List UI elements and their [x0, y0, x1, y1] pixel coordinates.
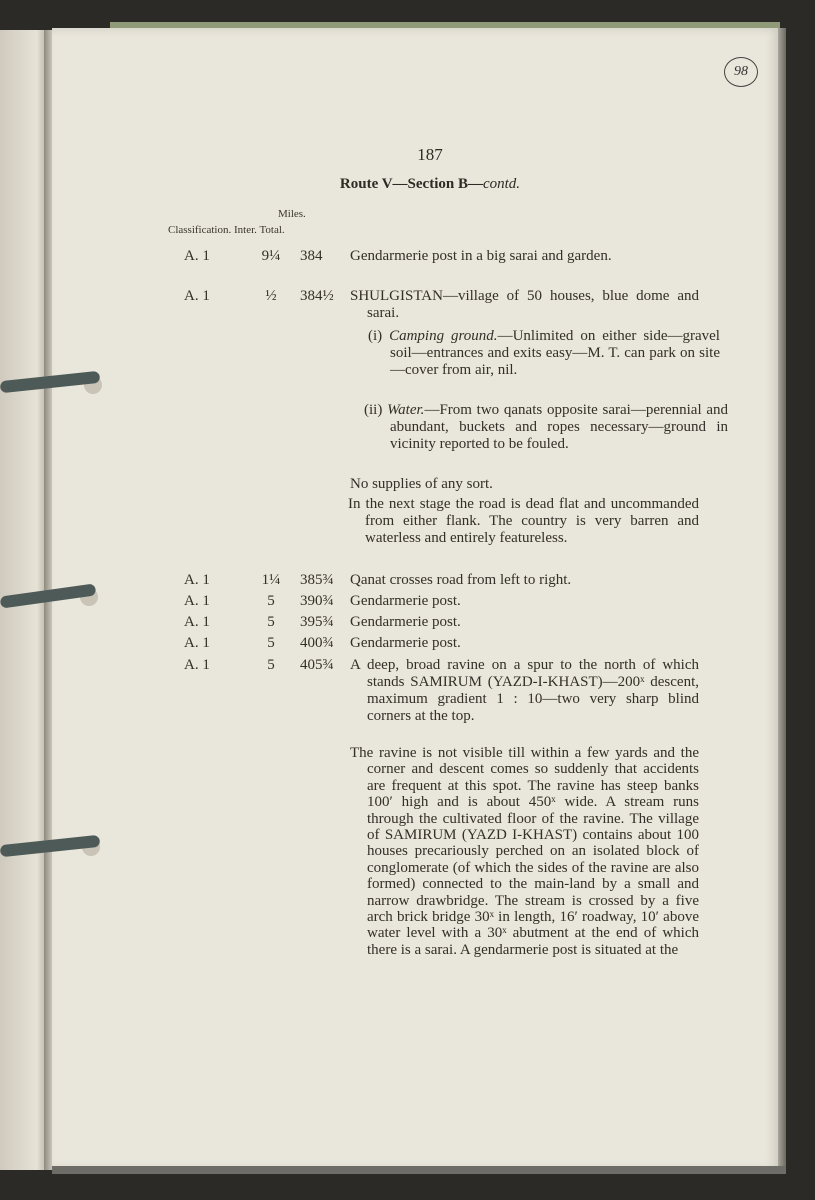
row-inter: 5 [267, 657, 275, 673]
row-inter: ½ [265, 288, 277, 304]
row-total: 384 [300, 248, 323, 264]
row-total: 400¾ [300, 635, 334, 651]
column-header-miles: Miles. [278, 208, 306, 220]
row-classification: A. 1 [184, 614, 210, 630]
entry-text: A deep, broad ravine on a spur to the north of which stands SAMIRUM (YAZD-I-KHAST)—200ˣ descent, maximum gradient 1 : 10—two very sharp blind corners at the top. [350, 657, 699, 724]
entry-text: Gendarmerie post in a big sarai and garden. [350, 248, 612, 264]
row-total: 390¾ [300, 593, 334, 609]
entry-text: Gendarmerie post. [350, 593, 461, 609]
bottom-edge [52, 1166, 786, 1174]
row-classification: A. 1 [184, 248, 210, 264]
camping-ground: (i) Camping ground.—Unlimited on either side—gravel soil—entrances and exits easy—M. T. can park on site—cover from air, nil. [368, 328, 720, 378]
entry-text: Gendarmerie post. [350, 614, 461, 630]
ravine-description: The ravine is not visible till within a few yards and the corner and descent comes so suddenly that accidents are frequent at this spot. The ravine has steep banks 100′ high and is about 450ˣ wide. A stream runs through the cultivated floor of the ravine. The village of SAMIRUM (YAZD I-KHAST) contains about 100 houses precariously perched on an isolated block of conglomerate (of which the sides of the ravine are also formed) connected to the main-land by a small and narrow drawbridge. The stream is crossed by a five arch brick bridge 30ˣ in length, 16′ roadway, 10′ above water level with a 30ˣ abutment at the end of which there is a sarai. A gendarmerie post is situated at the [350, 745, 699, 958]
row-total: 395¾ [300, 614, 334, 630]
entry-text: Gendarmerie post. [350, 635, 461, 651]
entry-text: Qanat crosses road from left to right. [350, 572, 572, 588]
next-stage-note: In the next stage the road is dead flat and uncommanded from either flank. The country is very barren and waterless and entirely featureless. [348, 496, 699, 546]
row-classification: A. 1 [184, 635, 210, 651]
row-inter: 5 [267, 635, 275, 651]
row-inter: 1¼ [261, 572, 281, 588]
row-inter: 5 [267, 593, 275, 609]
cover-edge [778, 28, 786, 1173]
row-total: 385¾ [300, 572, 334, 588]
row-classification: A. 1 [184, 288, 210, 304]
column-headers: Classification. Inter. Total. [168, 224, 285, 236]
entry-text: SHULGISTAN—village of 50 houses, blue dome and sarai. [350, 288, 699, 321]
folio-number: 98 [724, 57, 758, 87]
row-classification: A. 1 [184, 657, 210, 673]
row-classification: A. 1 [184, 572, 210, 588]
row-total: 405¾ [300, 657, 334, 673]
row-inter: 9¼ [261, 248, 281, 264]
supplies-note: No supplies of any sort. [350, 476, 493, 492]
page-number: 187 [417, 145, 443, 164]
page-title: Route V—Section B—contd. [339, 176, 521, 192]
row-total: 384½ [300, 288, 334, 304]
row-inter: 5 [267, 614, 275, 630]
water-note: (ii) Water.—From two qanats opposite sarai—perennial and abundant, buckets and ropes necessary—ground in vicinity reported to be fouled. [364, 402, 729, 452]
row-classification: A. 1 [184, 593, 210, 609]
